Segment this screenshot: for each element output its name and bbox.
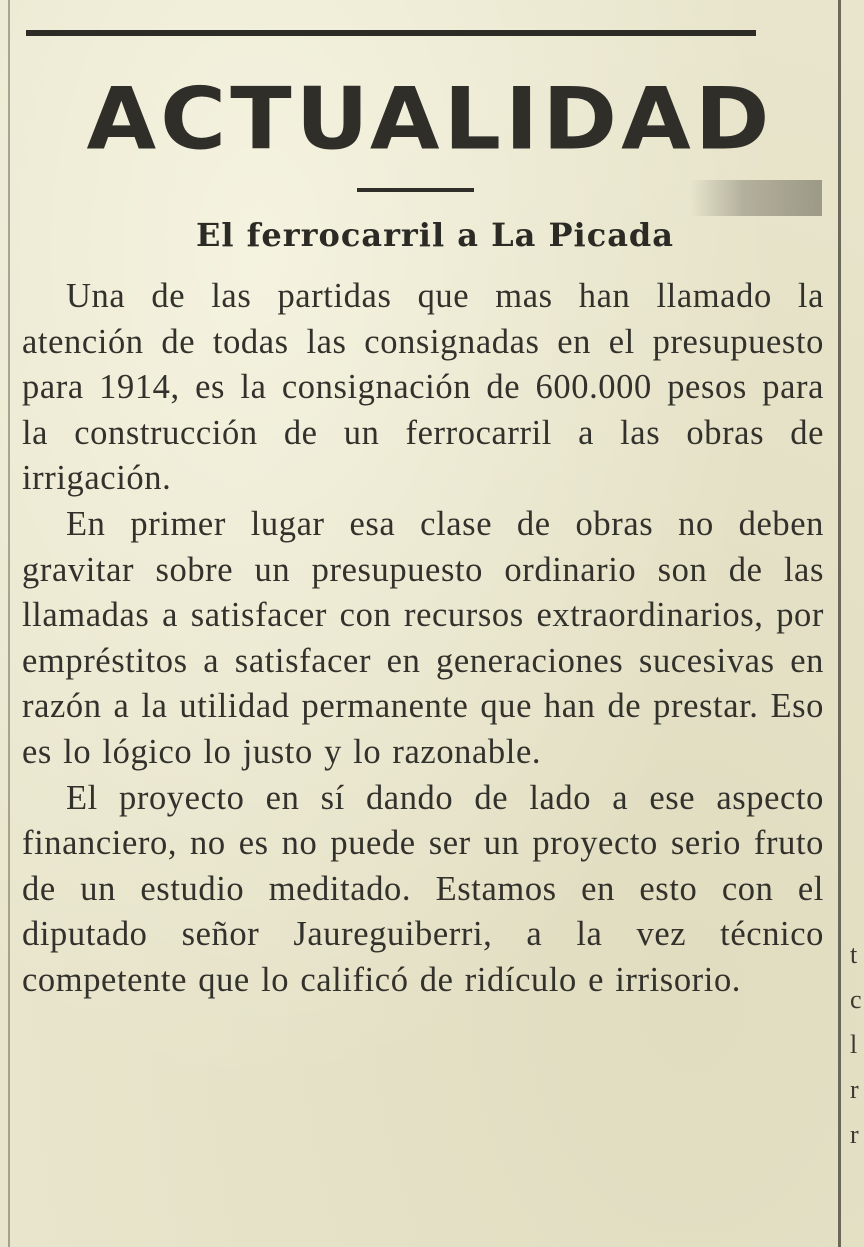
headline-divider <box>357 188 474 192</box>
article-subheadline: El ferrocarril a La Picada <box>195 216 675 254</box>
adjacent-column-fragment: r <box>850 1075 859 1104</box>
adjacent-column-fragment: t <box>850 940 858 969</box>
top-rule <box>26 30 756 36</box>
adjacent-column-fragment: r <box>850 1120 859 1149</box>
article-body <box>22 274 824 1004</box>
adjacent-column-fragment: l <box>850 1030 858 1059</box>
column-divider-rule <box>838 0 841 1247</box>
article-paragraph: En primer lugar esa clase de obras no deben gravitar sobre un presupuesto ordinario son de las llamadas a satisfacer con recursos extraordinarios, por empréstitos a satisfacer en generaciones sucesivas en razón a la utilidad permanente que han de prestar. Eso es lo lógico lo justo y lo razonable. <box>22 504 824 771</box>
article-paragraph: Una de las partidas que mas han llamado la atención de todas las consignadas en el presupuesto para 1914, es la consignación de 600.000 pesos para la construcción de un ferrocarril a las obras de irrigación. <box>22 277 824 498</box>
left-column-rule <box>8 0 10 1247</box>
article-paragraph: El proyecto en sí dando de lado a ese aspecto financiero, no es no puede ser un proyecto serio fruto de un estudio meditado. Estamos en esto con el diputado señor Jaureguiberri, a la vez técnico competente que lo calificó de ridículo e irrisorio. <box>22 778 824 999</box>
adjacent-column-fragment: c <box>850 985 862 1014</box>
headline: ACTUALIDAD <box>86 69 774 170</box>
